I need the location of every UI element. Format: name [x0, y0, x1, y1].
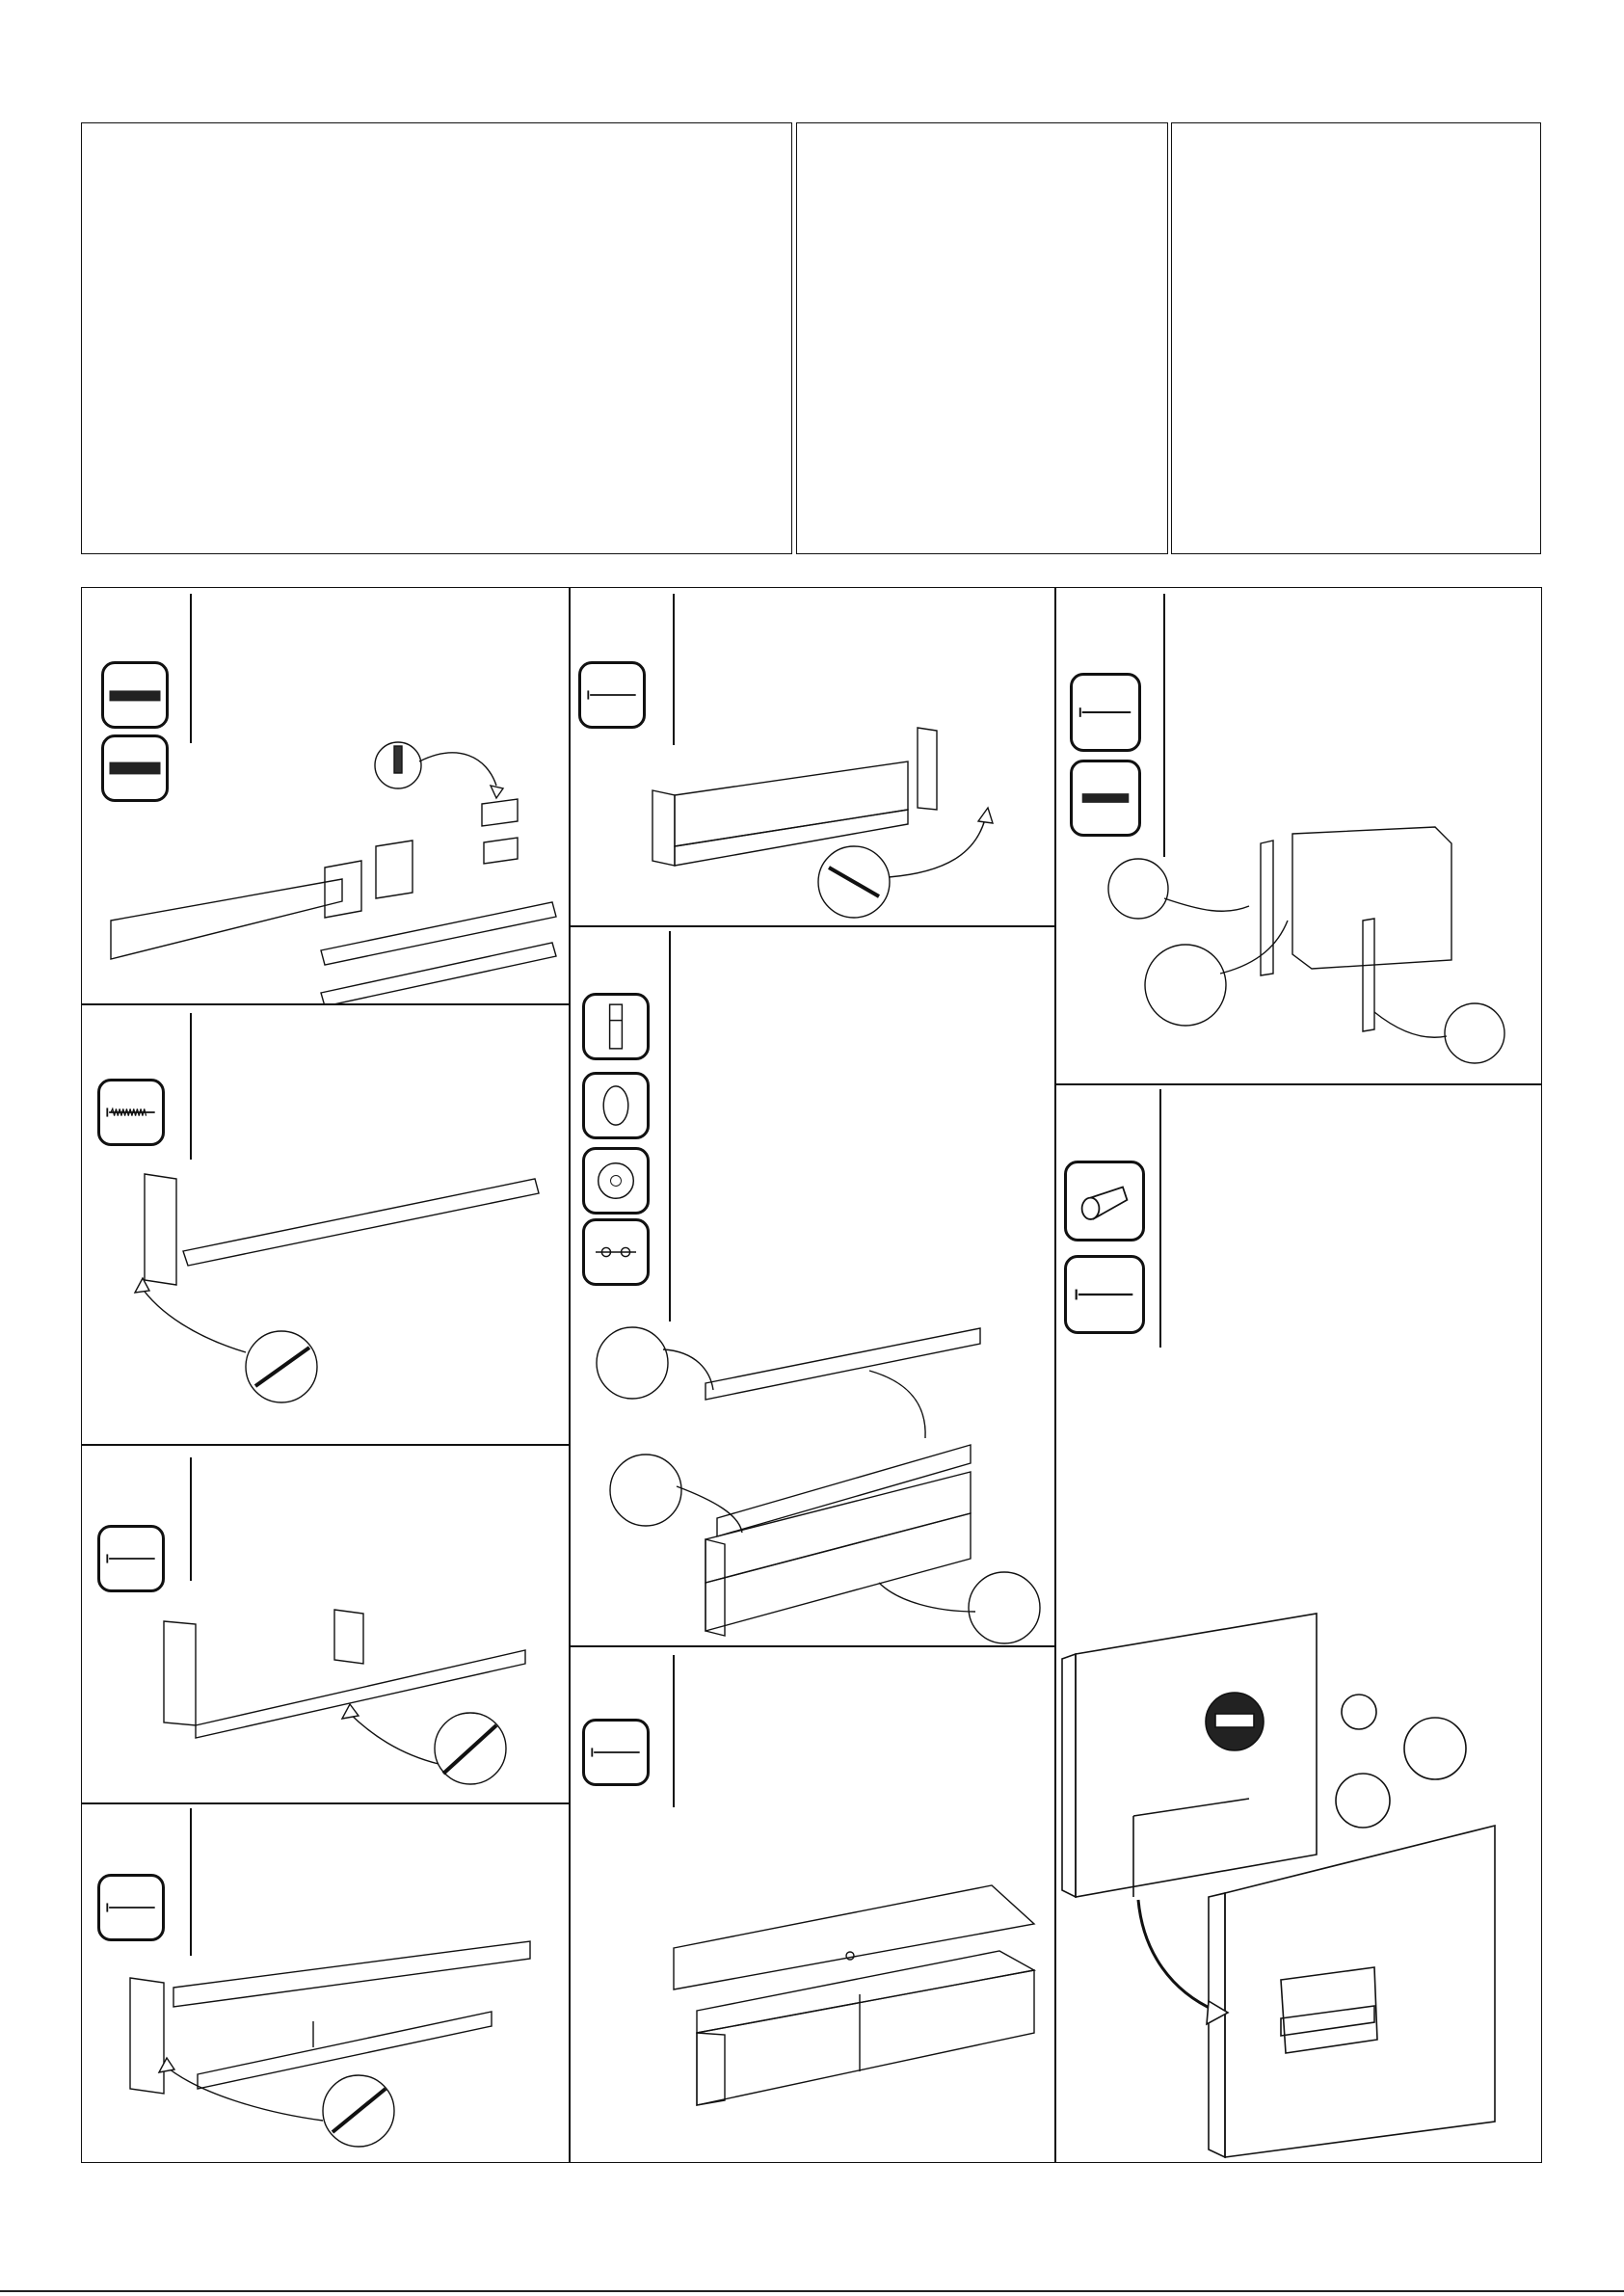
- step-panel-2: [81, 1004, 570, 1445]
- side-panel-drawing: [82, 1005, 570, 1445]
- divider-attach-drawing: [82, 1446, 570, 1803]
- wall-mounting-drawing: [1056, 1085, 1542, 2163]
- cam-lock-drawing: [571, 927, 1055, 1646]
- header-box-right: [1171, 122, 1541, 554]
- step-panel-7: [570, 1646, 1055, 2163]
- top-panel-drawing: [571, 1647, 1055, 2163]
- second-side-drawing: [82, 1804, 570, 2163]
- step-panel-6: [570, 926, 1055, 1646]
- wall-rail-drawing: [1056, 588, 1542, 1084]
- step-panel-3: [81, 1445, 570, 1803]
- header-box-middle: [796, 122, 1168, 554]
- step-panel-5: [570, 587, 1055, 926]
- page-bottom-rule: [0, 2290, 1624, 2292]
- panel-layout-drawing: [82, 588, 570, 1004]
- step-panel-4: [81, 1803, 570, 2163]
- step-panel-8: [1055, 587, 1542, 1084]
- step-panel-9: [1055, 1084, 1542, 2163]
- header-box-large: [81, 122, 792, 554]
- step-panel-1: [81, 587, 570, 1004]
- frame-close-drawing: [571, 588, 1055, 926]
